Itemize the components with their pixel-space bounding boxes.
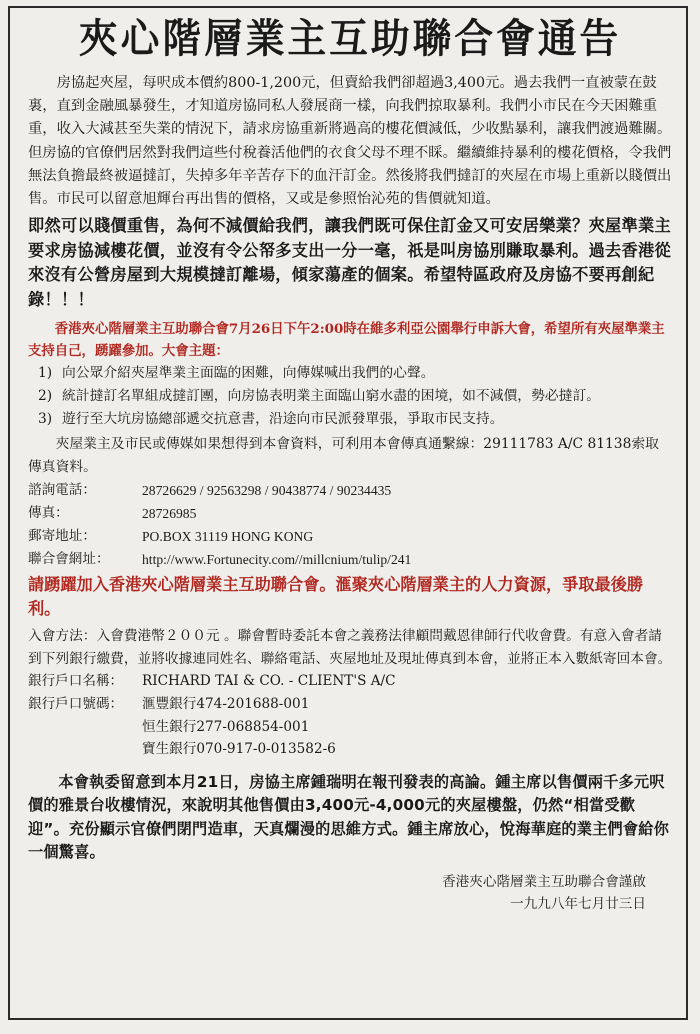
notice-title: 夾心階層業主互助聯合會通告 — [78, 16, 622, 62]
bank-name-value: RICHARD TAI & CO. - CLIENT'S A/C — [142, 673, 396, 690]
intro-paragraph: 房協起夾屋，每呎成本價約800-1,200元，但賣給我們卻超過3,400元。過去我們一直被蒙在鼓裏，直到金融風暴發生，才知道房協同私人發展商一樣，向我們掠取暴利。我們小市民在今天困難重重，收入大減甚至失業的情況下，請求房協重新將過高的樓花價減低，少收點暴利，讓我們渡過難關。但房協的官僚們居然對我們這些付稅養活他們的衣食父母不理不睬。繼續維持暴利的樓花價格，令我們無法負擔最終被逼撻訂，失掉多年辛苦存下的血汗訂金。然後將我們撻訂的夾屋在市場上重新以賤價出售。市民可以留意旭輝台再出售的價格，又或是參照怡沁苑的售價就知道。 — [28, 75, 672, 208]
signature — [28, 871, 672, 916]
signature-date: 一九九八年七月廿三日 — [510, 896, 646, 913]
contact-value: 28726629 / 92563298 / 90438774 / 90234435 — [142, 483, 392, 499]
bank-account-value: 寶生銀行070-917-0-013582-6 — [142, 741, 336, 758]
list-item-text: 向公眾介紹夾屋準業主面臨的困難，向傳媒喊出我們的心聲。 — [62, 365, 435, 382]
notice-page — [8, 6, 688, 1020]
bank-name-label: 銀行戶口名稱： — [28, 673, 124, 690]
join-method-paragraph: 入會方法：入會費港幣２００元 。聯會暫時委託本會之義務法律顧問戴恩律師行代收會費。有意入會者請到下列銀行繳費，並將收據連同姓名、聯絡電話、夾屋地址及現址傳真到本會，並將正本入數紙寄回本會。 — [28, 628, 672, 667]
contact-info — [28, 479, 672, 571]
list-item — [38, 362, 672, 385]
list-item-number: 2) — [38, 388, 53, 405]
bank-account-label: 銀行戶口號碼： — [28, 696, 124, 712]
contact-row-fax — [28, 502, 672, 525]
list-item-text: 統計撻訂名單組成撻訂團，向房協表明業主面臨山窮水盡的困境，如不減價，勢必撻訂。 — [62, 388, 601, 405]
contact-value: 28726985 — [142, 506, 197, 522]
list-item-number: 1) — [38, 365, 53, 382]
fax-info-paragraph: 夾屋業主及市民或傳媒如果想得到本會資料，可利用本會傳真通繫線：29111783 A/C 81138索取傳真資料。 — [28, 436, 659, 476]
list-item-text: 遊行至大坑房協總部遞交抗意書，沿途向市民派發單張，爭取市民支持。 — [62, 411, 504, 428]
demand-paragraph: 即然可以賤價重售，為何不減價給我們，讓我們既可保住訂金又可安居樂業？夾屋準業主要求房協減樓花價，並沒有令公帑多支出一分一毫，祇是叫房協別賺取暴利。過去香港從來沒有公營房屋到大規模撻訂離場，傾家蕩產的個案。希望特區政府及房協不要再創紀錄！！！ — [28, 216, 672, 309]
list-item — [38, 385, 672, 408]
website-link: http://www.Fortunecity.com//millcnium/tulip/241 — [142, 552, 412, 568]
signature-org: 香港夾心階層業主互助聯合會謹啟 — [442, 873, 646, 890]
contact-row-address — [28, 525, 672, 548]
list-item — [38, 408, 672, 431]
contact-label: 聯合會網址： — [28, 551, 110, 568]
bank-info — [28, 670, 672, 760]
contact-label: 郵寄地址： — [28, 528, 96, 545]
bank-account-row — [28, 738, 672, 761]
contact-label: 傳真： — [28, 505, 69, 522]
contact-row-phone — [28, 479, 672, 502]
closing-paragraph: 本會執委留意到本月21日，房協主席鍾瑞明在報刊發表的高論。鍾主席以售價兩千多元呎價的雅景台收樓情況，來說明其他售價由3,400元-4,000元的夾屋樓盤，仍然“相當受歡迎”。充份顯示官僚們閉門造車，天真爛漫的思維方式。鍾主席放心，悅海華庭的業主們會給你一個驚喜。 — [28, 772, 670, 862]
join-call: 請踴躍加入香港夾心階層業主互助聯合會。滙聚夾心階層業主的人力資源，爭取最後勝利。 — [28, 575, 644, 619]
contact-value: PO.BOX 31119 HONG KONG — [142, 529, 314, 545]
contact-row-website — [28, 548, 672, 571]
rally-announcement: 香港夾心階層業主互助聯合會7月26日下午2:00時在維多利亞公園舉行申訴大會，希望所有夾屋準業主支持自己，踴躍參加。大會主題： — [28, 321, 665, 360]
bank-account-row — [28, 716, 672, 739]
bank-account-value: 恒生銀行277-068854-001 — [142, 718, 310, 735]
contact-label: 諮詢電話： — [28, 482, 96, 499]
list-item-number: 3) — [38, 411, 53, 428]
bank-account-value: 滙豐銀行474-201688-001 — [142, 696, 310, 712]
bank-name-row — [28, 670, 672, 693]
bank-account-row — [28, 693, 672, 716]
rally-themes-list — [28, 362, 672, 431]
